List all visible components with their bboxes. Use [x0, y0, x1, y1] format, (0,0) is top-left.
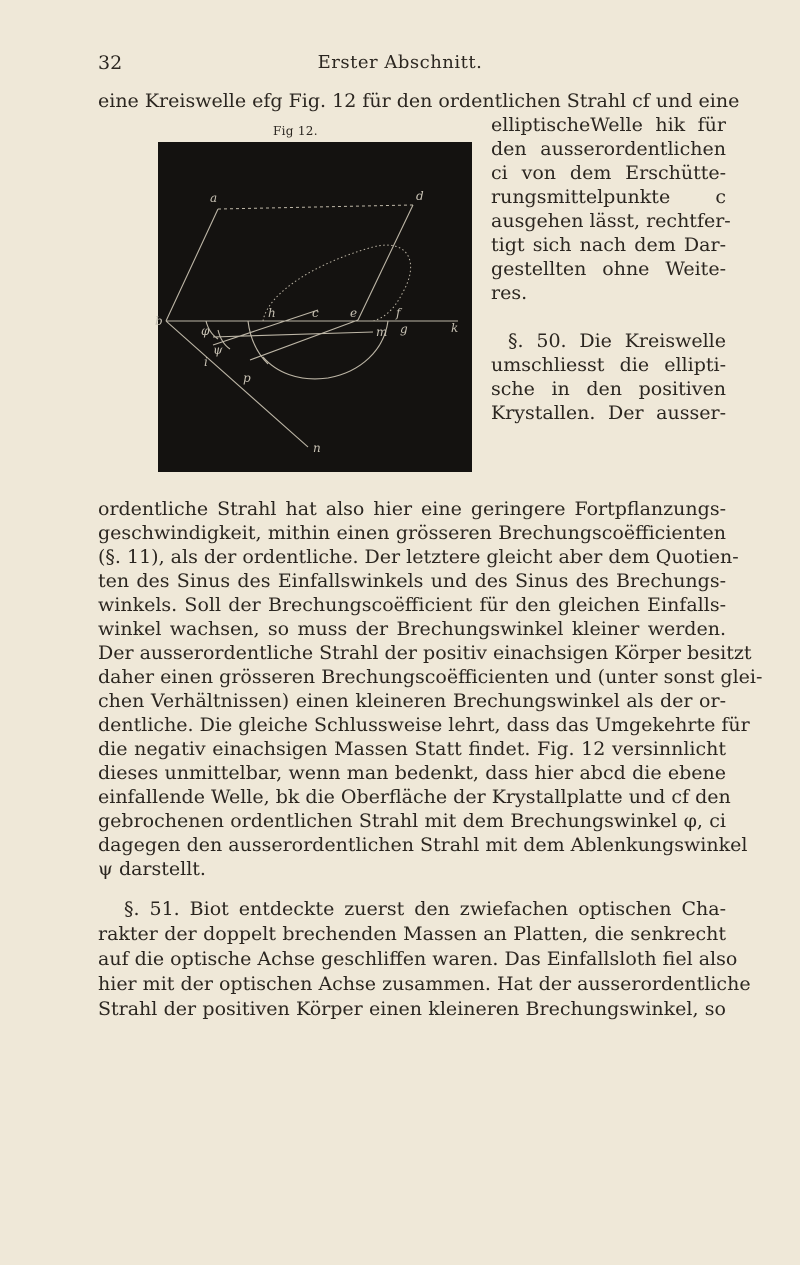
- label-c: c: [312, 306, 319, 320]
- text-line: tigt sich nach dem Dar-: [491, 234, 726, 256]
- text-line: dieses unmittelbar, wenn man bedenkt, dass hier abcd die ebene: [98, 762, 726, 784]
- label-m: m: [376, 325, 388, 339]
- circle-wave-efg: [263, 321, 388, 379]
- text-line: eine Kreiswelle efg Fig. 12 für den ordentlichen Strahl cf und eine: [98, 90, 740, 112]
- text-line: Der ausserordentliche Strahl der positiv einachsigen Körper besitzt: [98, 642, 752, 664]
- text-line: chen Verhältnissen) einen kleineren Brechungswinkel als der or-: [98, 690, 726, 712]
- wave-front-ad: [218, 205, 413, 209]
- text-line: hier mit der optischen Achse zusammen. Hat der ausserordentliche: [98, 973, 751, 995]
- label-psi: ψ: [213, 343, 223, 357]
- text-line: gestellten ohne Weite-: [491, 258, 726, 280]
- label-a: a: [210, 191, 218, 205]
- text-line: sche in den positiven: [491, 378, 726, 400]
- label-n: n: [313, 441, 321, 455]
- label-phi: φ: [201, 324, 210, 338]
- text-line: (§. 11), als der ordentliche. Der letztere gleicht aber dem Quotien-: [98, 546, 739, 568]
- label-b: b: [155, 314, 163, 328]
- diagram-svg: [155, 142, 472, 472]
- page-number: 32: [98, 52, 123, 74]
- section-51-start: §. 51. Biot entdeckte zuerst den zwiefachen optischen Cha-: [124, 898, 726, 920]
- label-g: g: [400, 322, 408, 336]
- text-line: auf die optische Achse geschliffen waren. Das Einfallsloth fiel also: [98, 948, 738, 970]
- text-line: den ausserordentlichen: [491, 138, 726, 160]
- section-50-start: §. 50. Die Kreiswelle: [508, 330, 726, 352]
- text-line: ordentliche Strahl hat also hier eine geringere Fortpflanzungs-: [98, 498, 726, 520]
- text-line: elliptischeWelle hik für: [491, 114, 726, 136]
- label-i: i: [204, 355, 208, 369]
- text-line: rungsmittelpunkte c: [491, 186, 726, 208]
- text-line: res.: [491, 282, 528, 304]
- ray-ci: [213, 310, 318, 345]
- running-title: Erster Abschnitt.: [317, 52, 483, 73]
- figure-caption: Fig 12.: [273, 124, 318, 138]
- text-line: winkels. Soll der Brechungscoëfficient für den gleichen Einfalls-: [98, 594, 726, 616]
- text-line: ausgehen lässt, rechtfer-: [491, 210, 731, 232]
- text-line: umschliesst die ellipti-: [491, 354, 726, 376]
- label-f: f: [396, 306, 401, 320]
- text-line: ci von dem Erschütte-: [491, 162, 726, 184]
- text-line: gebrochenen ordentlichen Strahl mit dem Brechungswinkel φ, ci: [98, 810, 726, 832]
- ray-i-m: [213, 332, 373, 337]
- text-line: einfallende Welle, bk die Oberfläche der Krystallplatte und cf den: [98, 786, 731, 808]
- text-line: ψ darstellt.: [98, 858, 206, 880]
- text-line: dentliche. Die gleiche Schlussweise lehrt, dass das Umgekehrte für: [98, 714, 750, 736]
- text-line: die negativ einachsigen Massen Statt findet. Fig. 12 versinnlicht: [98, 738, 726, 760]
- page-header: [0, 52, 800, 82]
- text-line: Krystallen. Der ausser-: [491, 402, 726, 424]
- text-line: daher einen grösseren Brechungscoëfficienten und (unter sonst glei-: [98, 666, 763, 688]
- label-h: h: [268, 306, 276, 320]
- text-line: ten des Sinus des Einfallswinkels und des Sinus des Brechungs-: [98, 570, 726, 592]
- label-d: d: [416, 189, 424, 203]
- text-line: dagegen den ausserordentlichen Strahl mit dem Ablenkungswinkel: [98, 834, 748, 856]
- label-k: k: [451, 321, 459, 335]
- text-line: Strahl der positiven Körper einen kleineren Brechungswinkel, so: [98, 998, 726, 1020]
- ray-pe: [250, 320, 358, 360]
- ray-bn: [166, 321, 308, 447]
- figure-12-diagram: [155, 142, 472, 472]
- wave-line-cd: [358, 205, 413, 320]
- text-line: winkel wachsen, so muss der Brechungswinkel kleiner werden.: [98, 618, 726, 640]
- text-line: rakter der doppelt brechenden Massen an Platten, die senkrecht: [98, 923, 726, 945]
- text-line: geschwindigkeit, mithin einen grösseren Brechungscoëfficienten: [98, 522, 726, 544]
- label-p: p: [243, 371, 251, 385]
- wave-line-ab: [166, 209, 218, 321]
- label-e: e: [350, 306, 358, 320]
